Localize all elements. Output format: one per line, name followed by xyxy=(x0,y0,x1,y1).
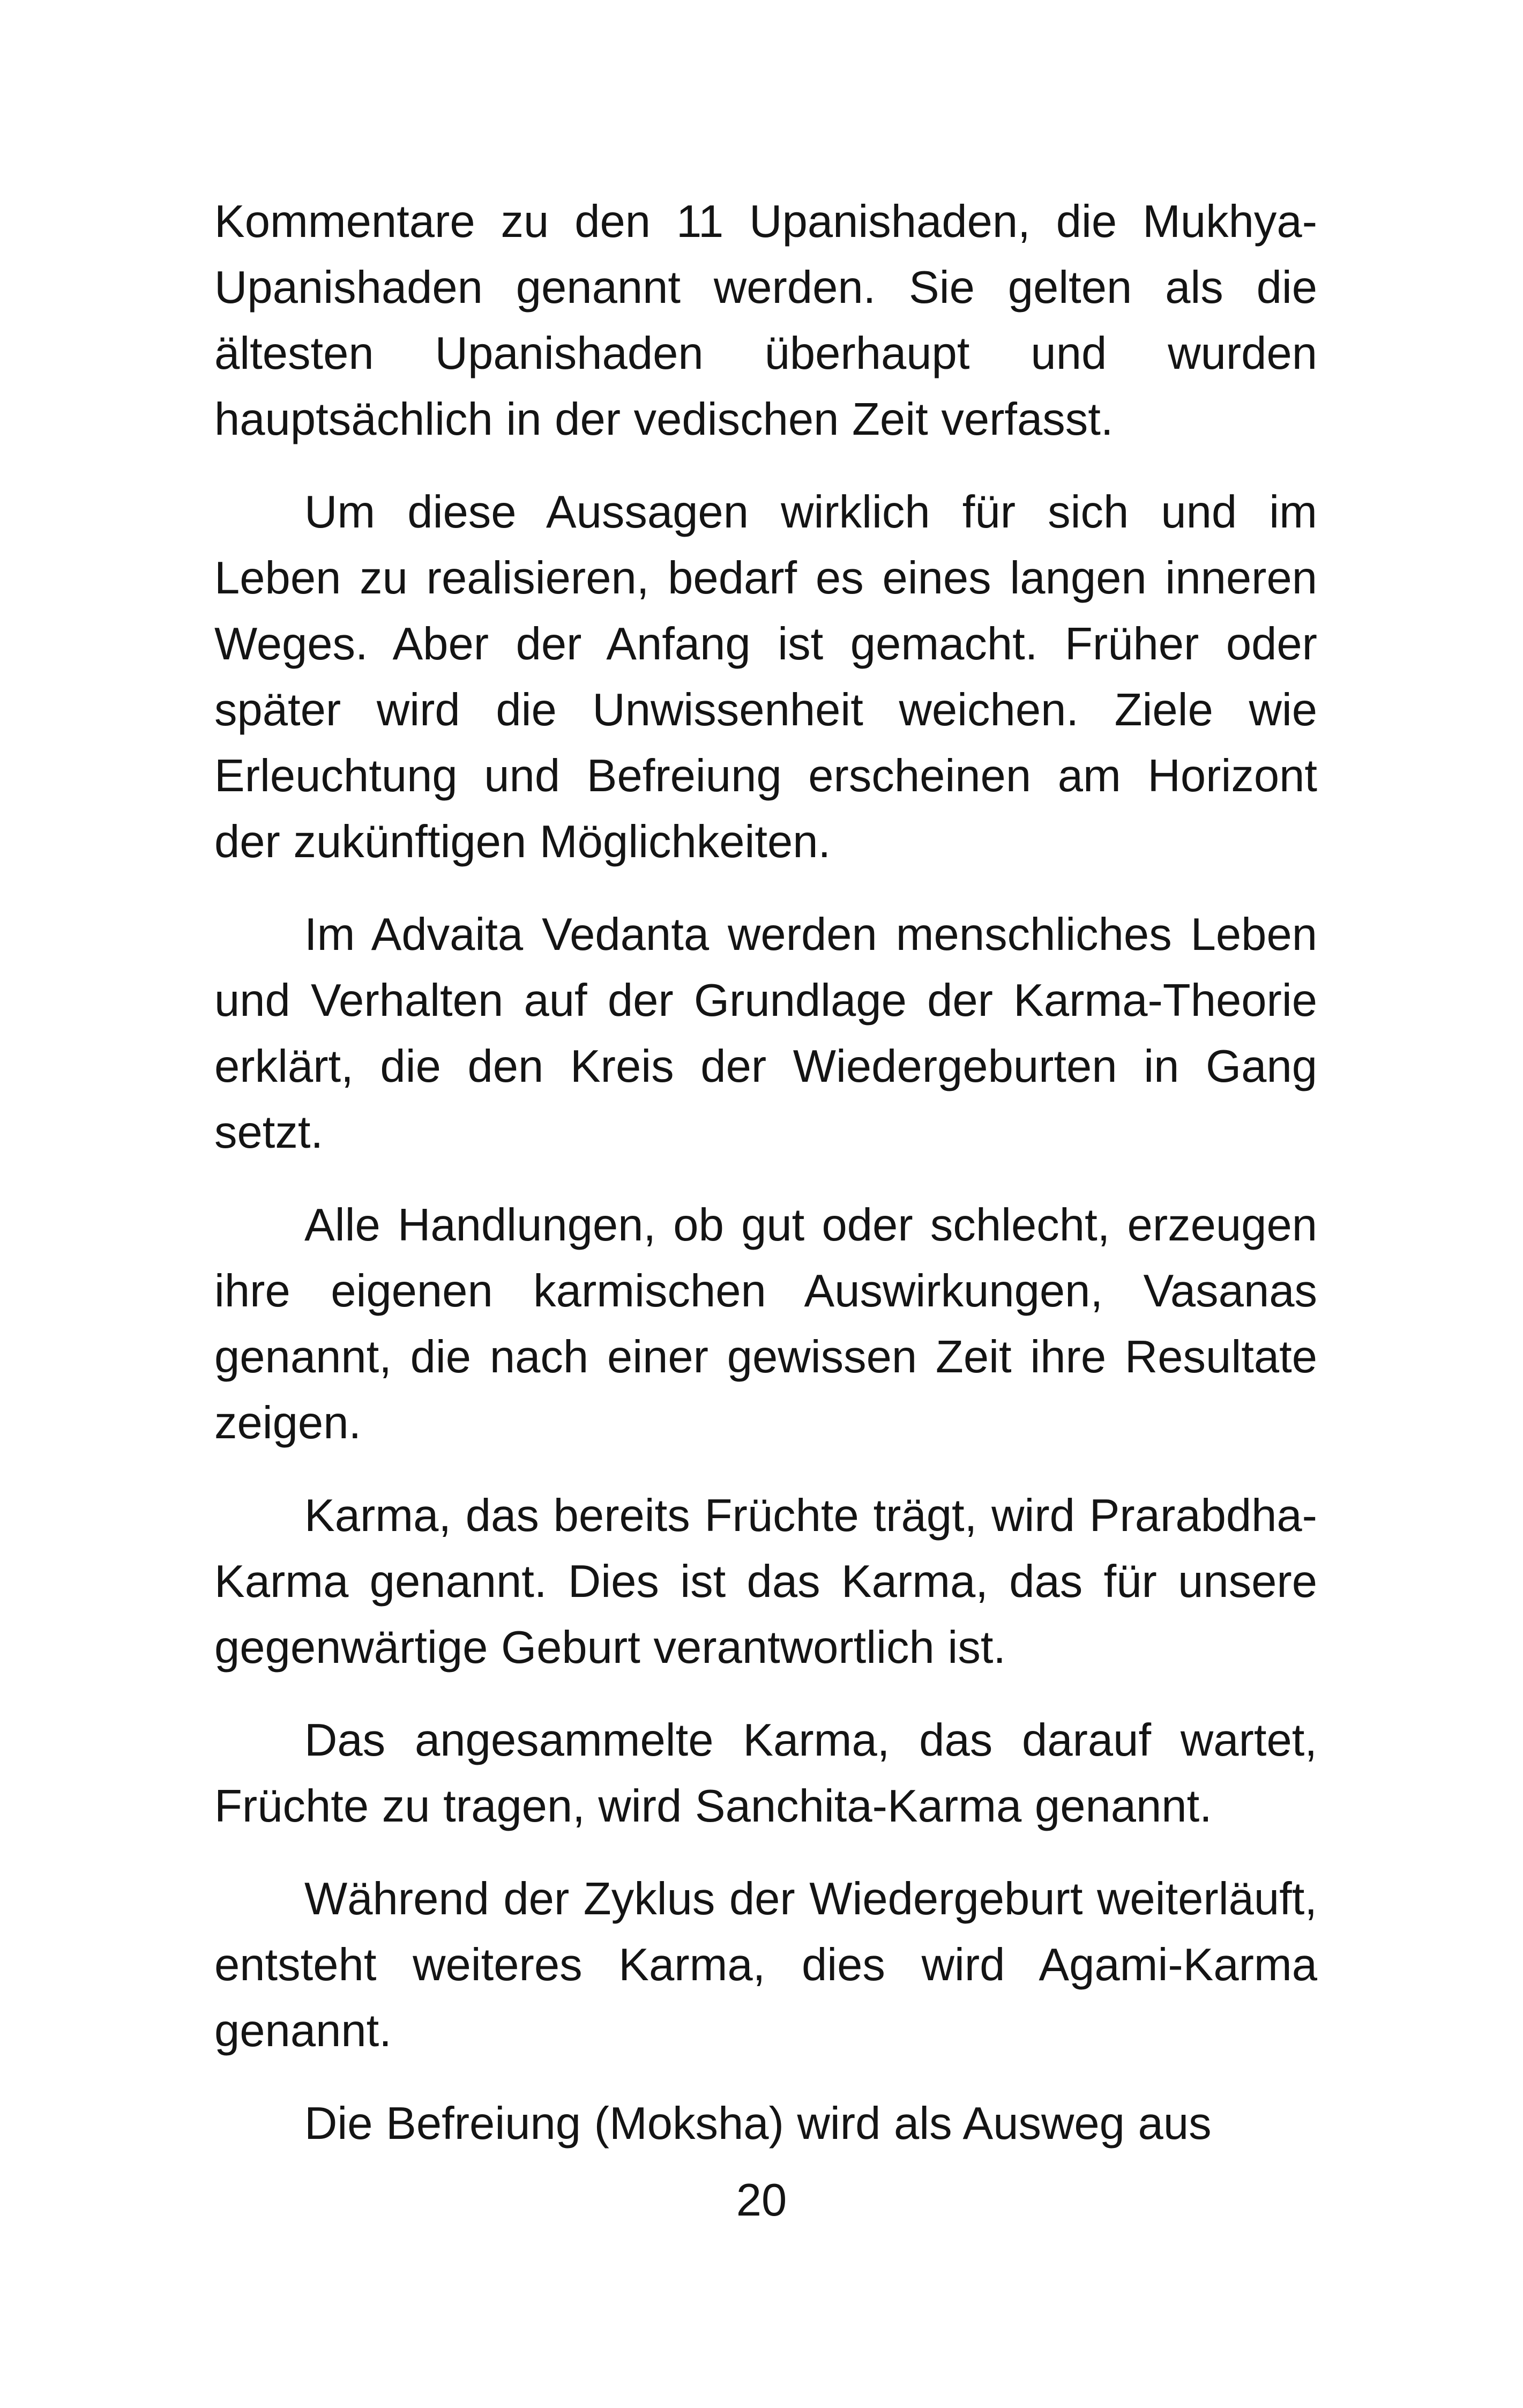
paragraph-1: Kommentare zu den 11 Upanishaden, die Mukhya-Upanishaden genannt werden. Sie gelten als die ältesten Upanishaden überhaupt und wurden hauptsächlich in der vedischen Zeit verfasst. xyxy=(214,196,1317,445)
paragraph-7: Während der Zyklus der Wiedergeburt weiterläuft, entsteht weiteres Karma, dies wird Agami-Karma genannt. xyxy=(214,1874,1317,2056)
paragraph-8: Die Befreiung (Moksha) wird als Ausweg aus xyxy=(304,2098,1212,2149)
paragraph-3: Im Advaita Vedanta werden menschliches Leben und Verhalten auf der Grundlage der Karma-Theorie erklärt, die den Kreis der Wiedergeburten in Gang setzt. xyxy=(214,909,1317,1158)
paragraph-5: Karma, das bereits Früchte trägt, wird Prarabdha-Karma genannt. Dies ist das Karma, das für unsere gegenwärtige Geburt verantwortlich ist. xyxy=(214,1490,1317,1673)
page-number: 20 xyxy=(736,2175,787,2226)
body-text xyxy=(214,189,1317,2183)
paragraph-2: Um diese Aussagen wirklich für sich und im Leben zu realisieren, bedarf es eines langen inneren Weges. Aber der Anfang ist gemacht. Früher oder später wird die Unwissenheit weichen. Ziele wie Erleuchtung und Befreiung erscheinen am Horizont der zukünftigen Möglichkeiten. xyxy=(214,487,1317,867)
paragraph-6: Das angesammelte Karma, das darauf wartet, Früchte zu tragen, wird Sanchita-Karma genannt. xyxy=(214,1715,1317,1832)
paragraph-4: Alle Handlungen, ob gut oder schlecht, erzeugen ihre eigenen karmischen Auswirkungen, Vasanas genannt, die nach einer gewissen Zeit ihre Resultate zeigen. xyxy=(214,1200,1317,1448)
